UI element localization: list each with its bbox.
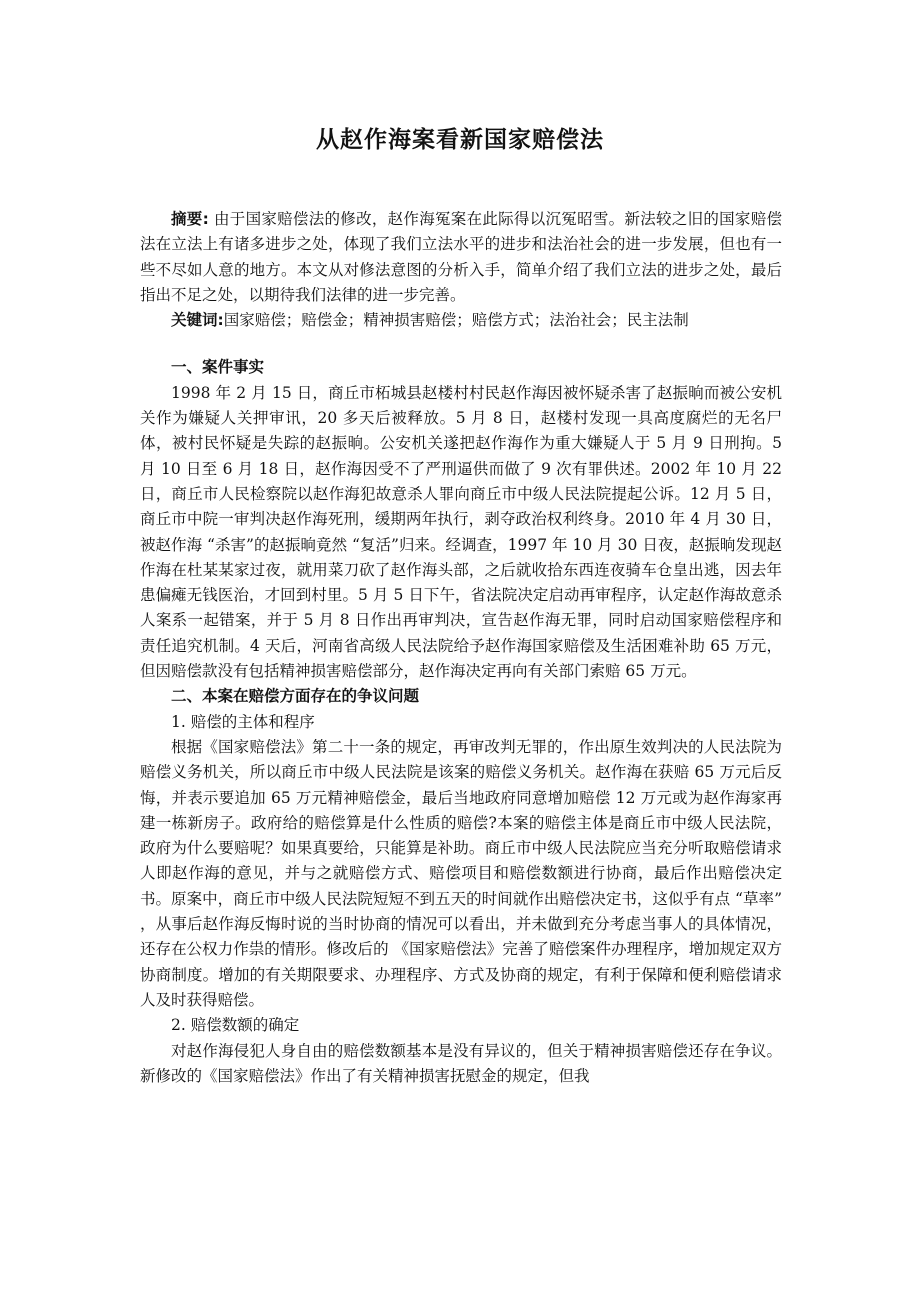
- section1-heading: 一、案件事实: [171, 358, 265, 377]
- section2-sub1-paragraph: 根据《国家赔偿法》第二十一条的规定，再审改判无罪的，作出原生效判决的人民法院为赔偿义务机关，所以商丘市中级人民法院是该案的赔偿义务机关。赵作海在获赔 65 万元后反悔，并表示要追加 65 万元精神赔偿金，最后当地政府同意增加赔偿 12 万元或为赵作海家再建一栋新房子。政府给的赔偿算是什么性质的赔偿?本案的赔偿主体是商丘市中级人民法院，政府为什么要赔呢？如果真要给，只能算是补助。商丘市中级人民法院应当充分听取赔偿请求人即赵作海的意见，并与之就赔偿方式、赔偿项目和赔偿数额进行协商，最后作出赔偿决定书。原案中，商丘市中级人民法院短短不到五天的时间就作出赔偿决定书，这似乎有点 “草率” ，从事后赵作海反悔时说的当时协商的情况可以看出，并未做到充分考虑当事人的具体情况，还存在公权力作祟的情形。修改后的 《国家赔偿法》完善了赔偿案件办理程序，增加规定双方协商制度。增加的有关期限要求、办理程序、方式及协商的规定，有利于保障和便利赔偿请求人及时获得赔偿。: [140, 737, 782, 1009]
- abstract-paragraph: [140, 207, 782, 308]
- section2-sub2-heading: 2. 赔偿数额的确定: [171, 1016, 300, 1035]
- keywords-paragraph: [140, 308, 782, 333]
- page-title: 从赵作海案看新国家赔偿法: [316, 127, 604, 153]
- section-spacer: [140, 333, 782, 355]
- section2-sub2-paragraph: 对赵作海侵犯人身自由的赔偿数额基本是没有异议的，但关于精神损害赔偿还存在争议。新修改的《国家赔偿法》作出了有关精神损害抚慰金的规定，但我: [140, 1041, 782, 1085]
- keywords-label: 关键词:: [171, 311, 224, 330]
- keywords-text: 国家赔偿；赔偿金；精神损害赔偿；赔偿方式；法治社会；民主法制: [223, 311, 689, 330]
- document-body: [140, 207, 782, 1089]
- section2-heading: 二、本案在赔偿方面存在的争议问题: [171, 687, 420, 706]
- abstract-text: 由于国家赔偿法的修改，赵作海冤案在此际得以沉冤昭雪。新法较之旧的国家赔偿法在立法上有诸多进步之处，体现了我们立法水平的进步和法治社会的进一步发展，但也有一些不尽如人意的地方。本文从对修法意图的分析入手，简单介绍了我们立法的进步之处，最后指出不足之处，以期待我们法律的进一步完善。: [140, 210, 782, 304]
- section2-sub1-heading: 1. 赔偿的主体和程序: [171, 712, 315, 731]
- section1-paragraph: 1998 年 2 月 15 日，商丘市柘城县赵楼村村民赵作海因被怀疑杀害了赵振晌而被公安机关作为嫌疑人关押审讯，20 多天后被释放。5 月 8 日，赵楼村发现一具高度腐烂的无名尸体，被村民怀疑是失踪的赵振晌。公安机关遂把赵作海作为重大嫌疑人于 5 月 9 日刑拘。5 月 10 日至 6 月 18 日，赵作海因受不了严刑逼供而做了 9 次有罪供述。2002 年 10 月 22 日，商丘市人民检察院以赵作海犯故意杀人罪向商丘市中级人民法院提起公诉。12 月 5 日，商丘市中院一审判决赵作海死刑，缓期两年执行，剥夺政治权利终身。2010 年 4 月 30 日，被赵作海 “杀害”的赵振晌竟然 “复活”归来。经调查，1997 年 10 月 30 日夜，赵振晌发现赵作海在杜某某家过夜，就用菜刀砍了赵作海头部，之后就收拾东西连夜骑车仓皇出逃，因去年患偏瘫无钱医治，才回到村里。5 月 5 日下午，省法院决定启动再审程序，认定赵作海故意杀人案系一起错案，并于 5 月 8 日作出再审判决，宣告赵作海无罪，同时启动国家赔偿程序和责任追究机制。4 天后，河南省高级人民法院给予赵作海国家赔偿及生活困难补助 65 万元，但因赔偿款没有包括精神损害赔偿部分，赵作海决定再向有关部门索赔 65 万元。: [140, 383, 782, 681]
- abstract-label: 摘要:: [171, 210, 209, 228]
